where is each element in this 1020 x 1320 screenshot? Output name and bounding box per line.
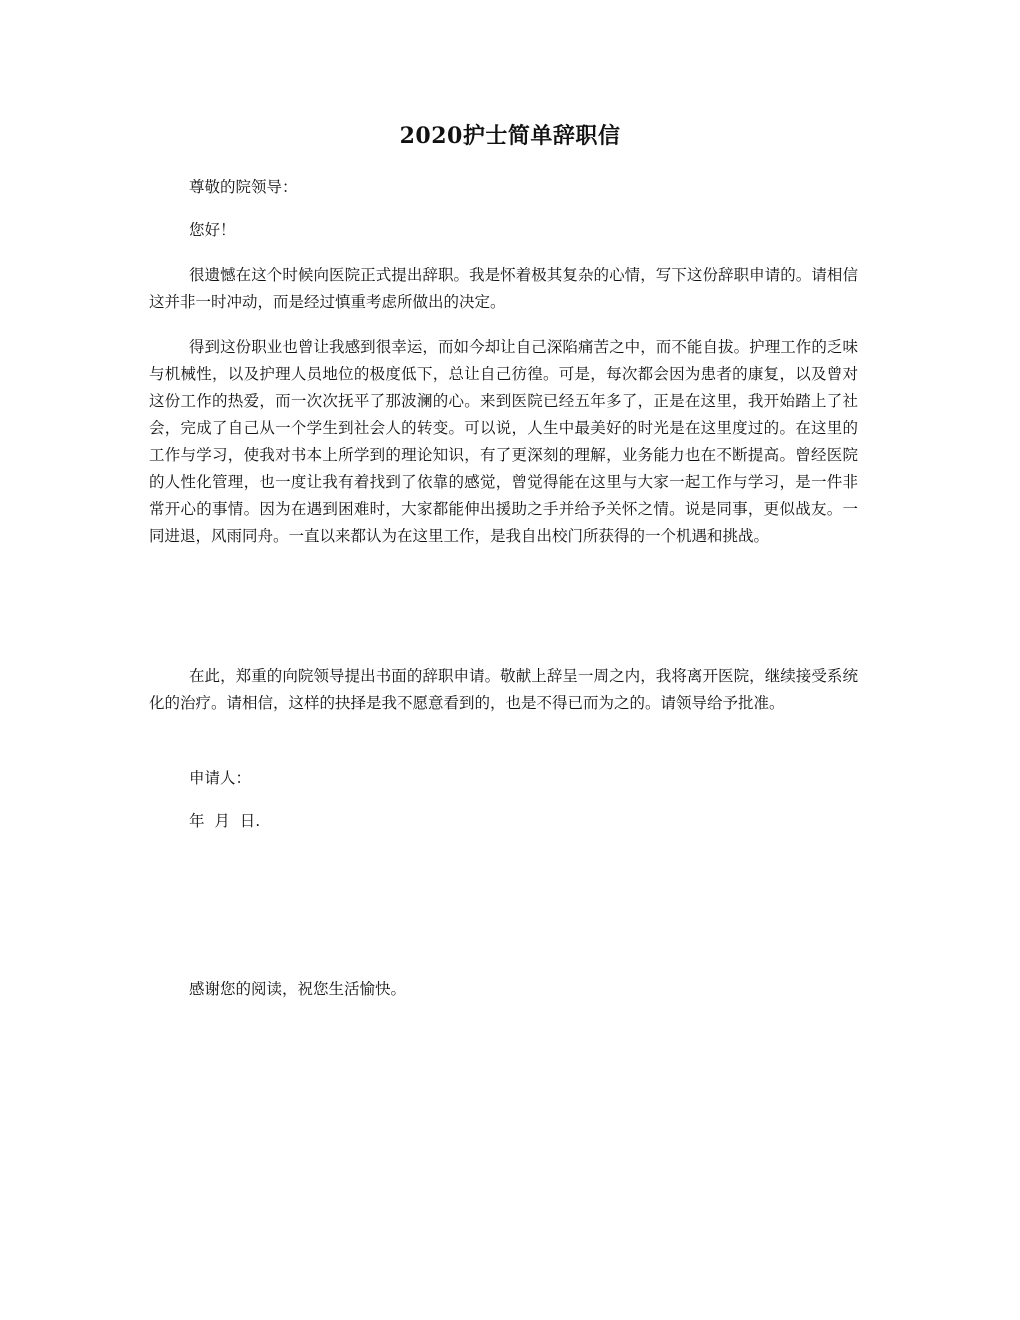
paragraph-1: 很遗憾在这个时候向医院正式提出辞职。我是怀着极其复杂的心情，写下这份辞职申请的。请相信这并非一时冲动，而是经过慎重考虑所做出的决定。 — [149, 266, 858, 311]
paragraph-3: 在此，郑重的向院领导提出书面的辞职申请。敬献上辞呈一周之内，我将离开医院，继续接受系统化的治疗。请相信，这样的抉择是我不愿意看到的，也是不得已而为之的。请领导给予批准。 — [149, 667, 858, 712]
salutation: 尊敬的院领导： — [189, 178, 298, 196]
document-title: 2020护士简单辞职信 — [399, 123, 621, 149]
greeting: 您好！ — [189, 221, 236, 239]
closing-line: 感谢您的阅读，祝您生活愉快。 — [189, 980, 407, 998]
date-line: 年 月 日. — [189, 812, 261, 830]
applicant-label: 申请人： — [189, 769, 252, 787]
paragraph-2: 得到这份职业也曾让我感到很幸运，而如今却让自己深陷痛苦之中，而不能自拔。护理工作的乏味与机械性，以及护理人员地位的极度低下，总让自己彷徨。可是，每次都会因为患者的康复，以及曾对这份工作的热爱，而一次次抚平了那波澜的心。来到医院已经五年多了，正是在这里，我开始踏上了社会，完成了自己从一个学生到社会人的转变。可以说，人生中最美好的时光是在这里度过的。在这里的工作与学习，使我对书本上所学到的理论知识，有了更深刻的理解，业务能力也在不断提高。曾经医院的人性化管理，也一度让我有着找到了依靠的感觉，曾觉得能在这里与大家一起工作与学习，是一件非常开心的事情。因为在遇到困难时，大家都能伸出援助之手并给予关怀之情。说是同事，更似战友。一同进退，风雨同舟。一直以来都认为在这里工作，是我自出校门所获得的一个机遇和挑战。 — [149, 338, 858, 545]
